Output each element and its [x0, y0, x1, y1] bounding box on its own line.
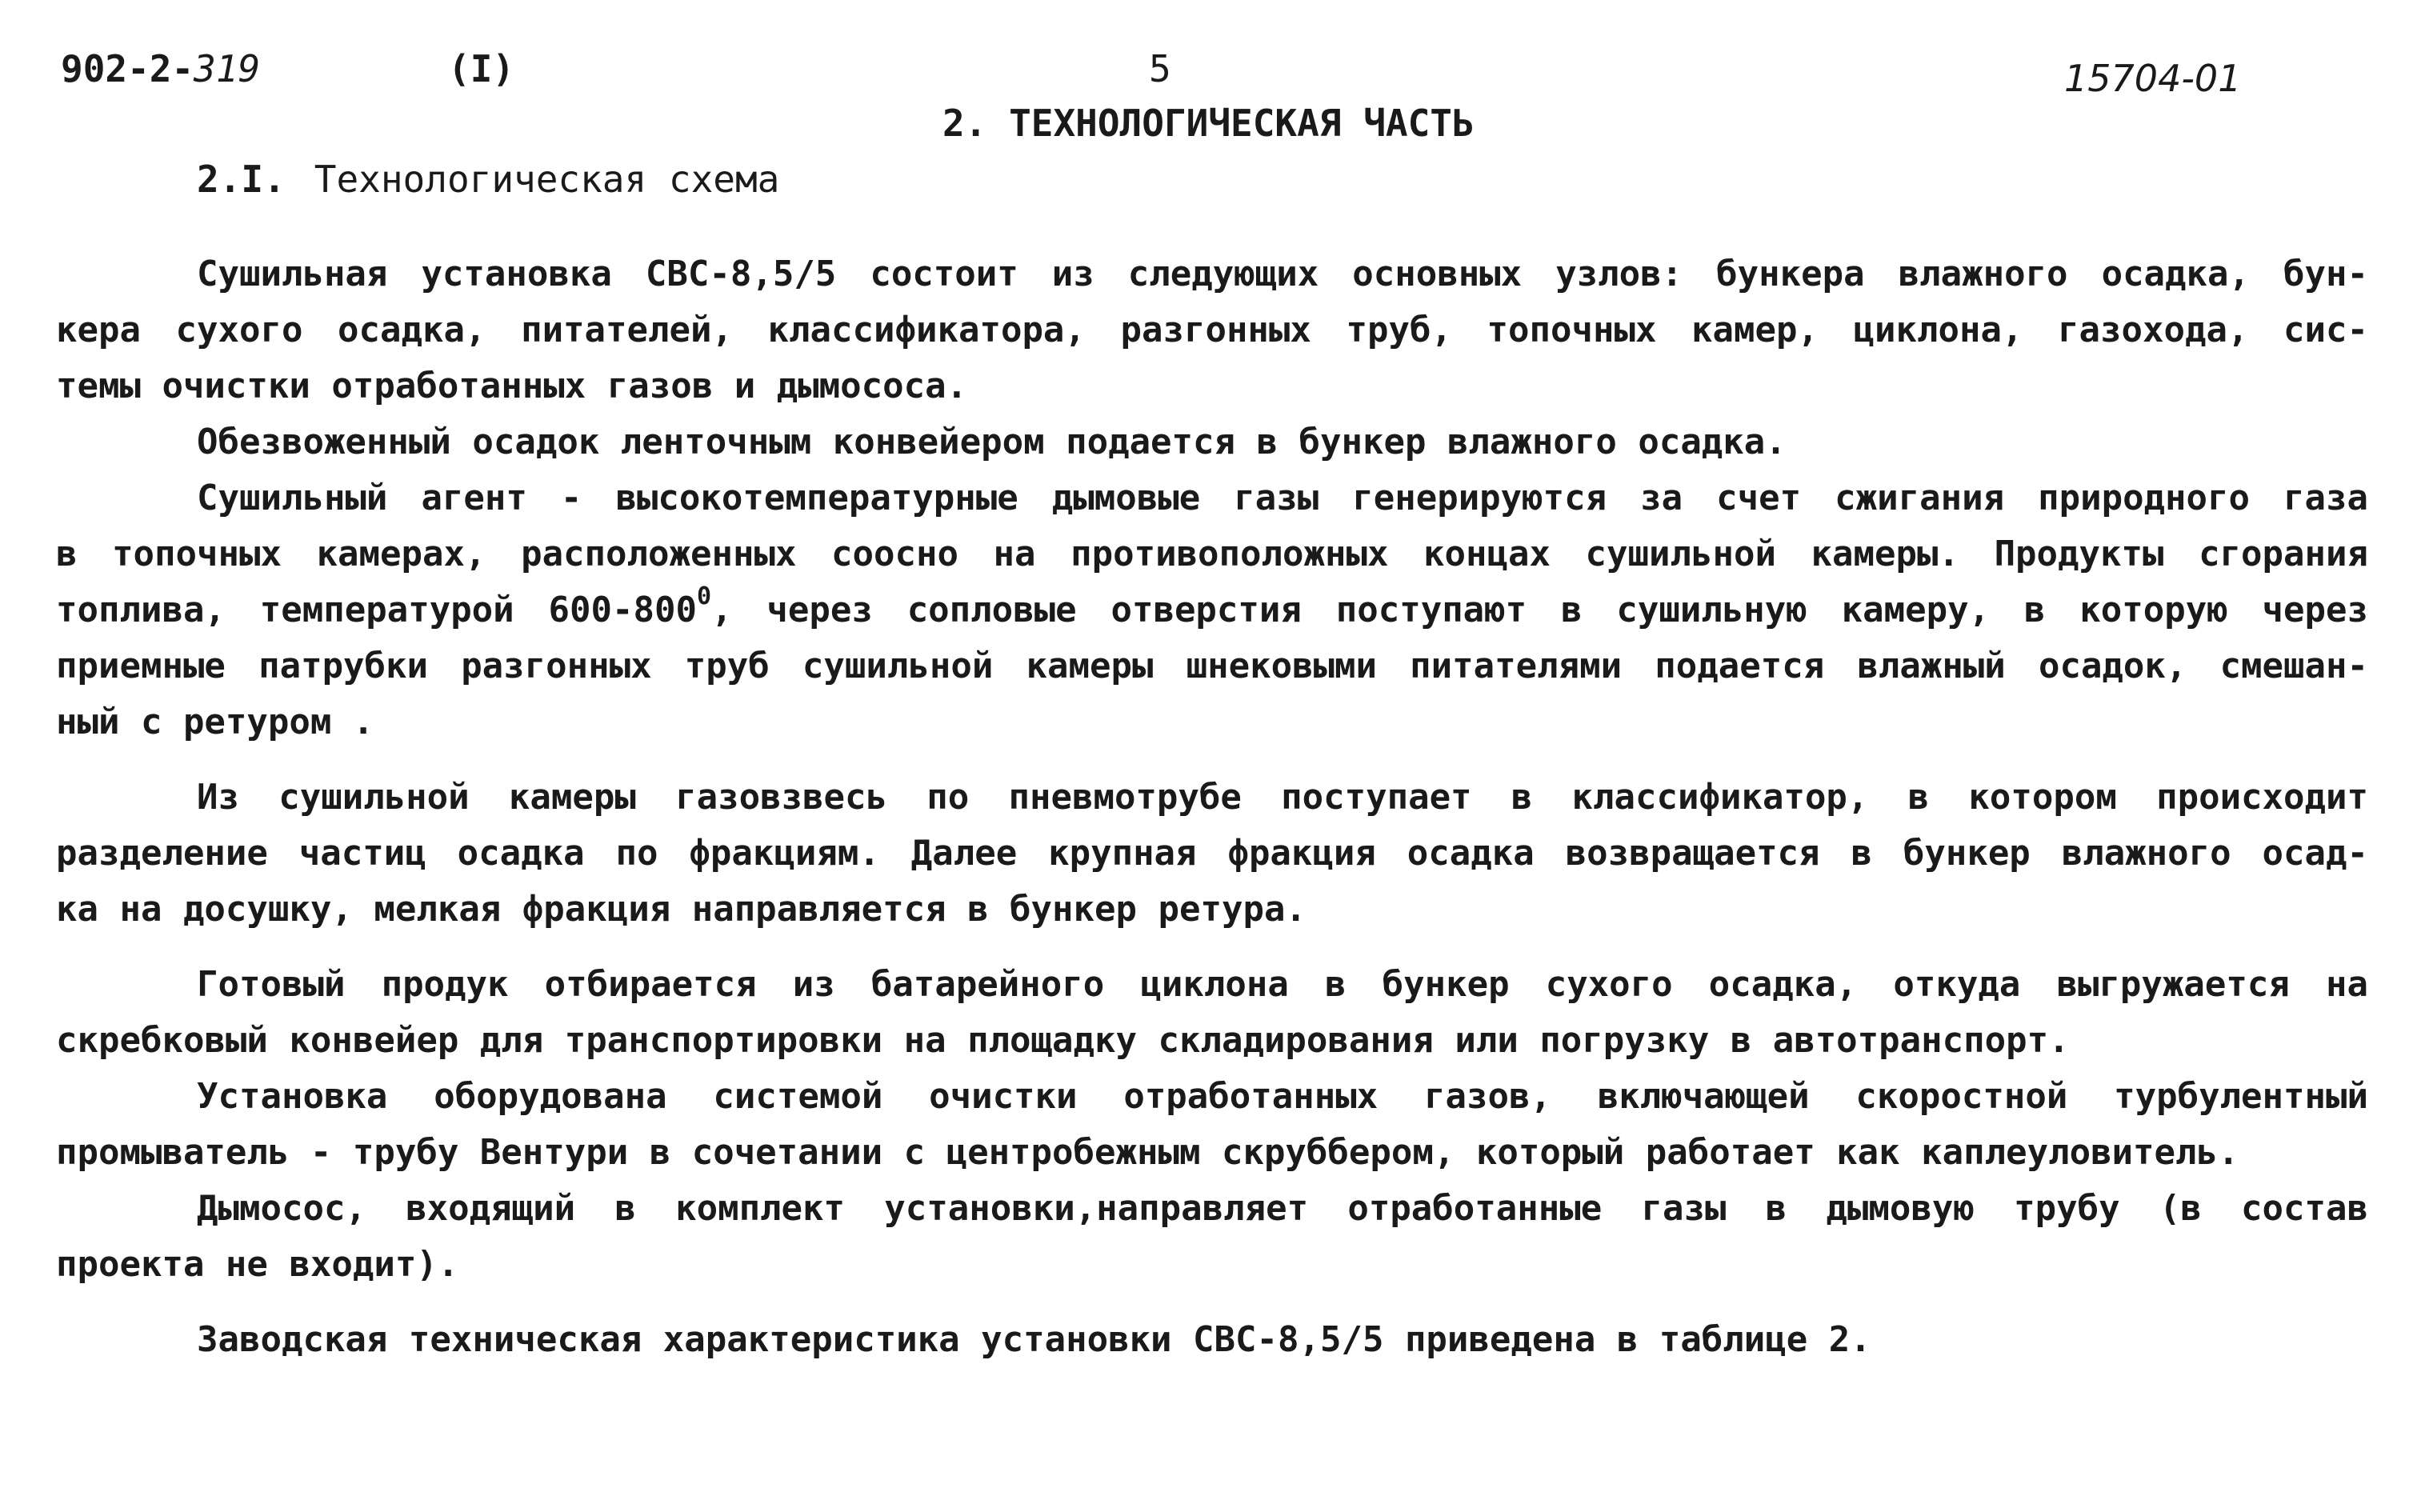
section-title: 2. ТЕХНОЛОГИЧЕСКАЯ ЧАСТЬ: [942, 102, 1475, 145]
paragraph-3-line-2: в топочных камерах, расположенных соосно на противоположных концах сушильной камеры. Продукты сгорания: [56, 534, 2368, 574]
page-number: 5: [1149, 47, 1171, 90]
paragraph-1-line-1: Сушильная установка СВС-8,5/5 состоит из следующих основных узлов: бункера влажного осадка, бун-: [197, 254, 2368, 294]
paragraph-7-line-2: проекта не входит).: [56, 1244, 459, 1285]
temperature-text-rest: , через сопловые отверстия поступают в сушильную камеру, в которую через: [711, 590, 2368, 630]
paragraph-6-line-1: Установка оборудована системой очистки отработанных газов, включающей скоростной турбулентный: [197, 1076, 2368, 1117]
degree-superscript: 0: [696, 582, 712, 610]
body-text: [56, 246, 2368, 1368]
subsection-heading: [197, 155, 779, 203]
paragraph-3-line-3: [56, 582, 2368, 638]
inventory-stamp: 15704-01: [2064, 57, 2242, 100]
paragraph-8-line-1: Заводская техническая характеристика установки СВС-8,5/5 приведена в таблице 2.: [197, 1319, 1871, 1360]
subsection-title: Технологическая схема: [314, 158, 780, 201]
paragraph-3-line-1: Сушильный агент - высокотемпературные дымовые газы генерируются за счет сжигания природного газа: [197, 478, 2368, 518]
paragraph-3-line-5: ный с ретуром .: [56, 702, 374, 742]
paragraph-3-line-4: приемные патрубки разгонных труб сушильной камеры шнековыми питателями подается влажный осадок, смешан-: [56, 646, 2368, 686]
paragraph-7-line-1: Дымосос, входящий в комплект установки,направляет отработанные газы в дымовую трубу (в состав: [197, 1188, 2368, 1229]
paragraph-5-line-1: Готовый продук отбирается из батарейного циклона в бункер сухого осадка, откуда выгружается на: [197, 964, 2368, 1005]
paragraph-4-line-2: разделение частиц осадка по фракциям. Далее крупная фракция осадка возвращается в бункер влажного осад-: [56, 833, 2368, 874]
volume-number: (I): [448, 47, 515, 90]
subsection-number: 2.I.: [197, 158, 286, 201]
paragraph-4-line-1: Из сушильной камеры газовзвесь по пневмотрубе поступает в классификатор, в котором происходит: [197, 777, 2368, 818]
document-code-printed: 902-2-: [61, 47, 194, 90]
paragraph-1-line-2: кера сухого осадка, питателей, классификатора, разгонных труб, топочных камер, циклона, газохода, сис-: [56, 310, 2368, 350]
paragraph-5-line-2: скребковый конвейер для транспортировки на площадку складирования или погрузку в автотранспорт.: [56, 1020, 2070, 1061]
document-code: [61, 45, 260, 93]
paragraph-6-line-2: промыватель - трубу Вентури в сочетании с центробежным скруббером, который работает как каплеуловитель.: [56, 1132, 2239, 1173]
paragraph-2-line-1: Обезвоженный осадок ленточным конвейером подается в бункер влажного осадка.: [197, 422, 1787, 462]
temperature-text: топлива, температурой 600-800: [56, 590, 697, 630]
paragraph-1-line-3: темы очистки отработанных газов и дымососа.: [56, 366, 968, 406]
paragraph-4-line-3: ка на досушку, мелкая фракция направляется в бункер ретура.: [56, 889, 1307, 930]
document-code-handwritten: 319: [194, 47, 261, 90]
